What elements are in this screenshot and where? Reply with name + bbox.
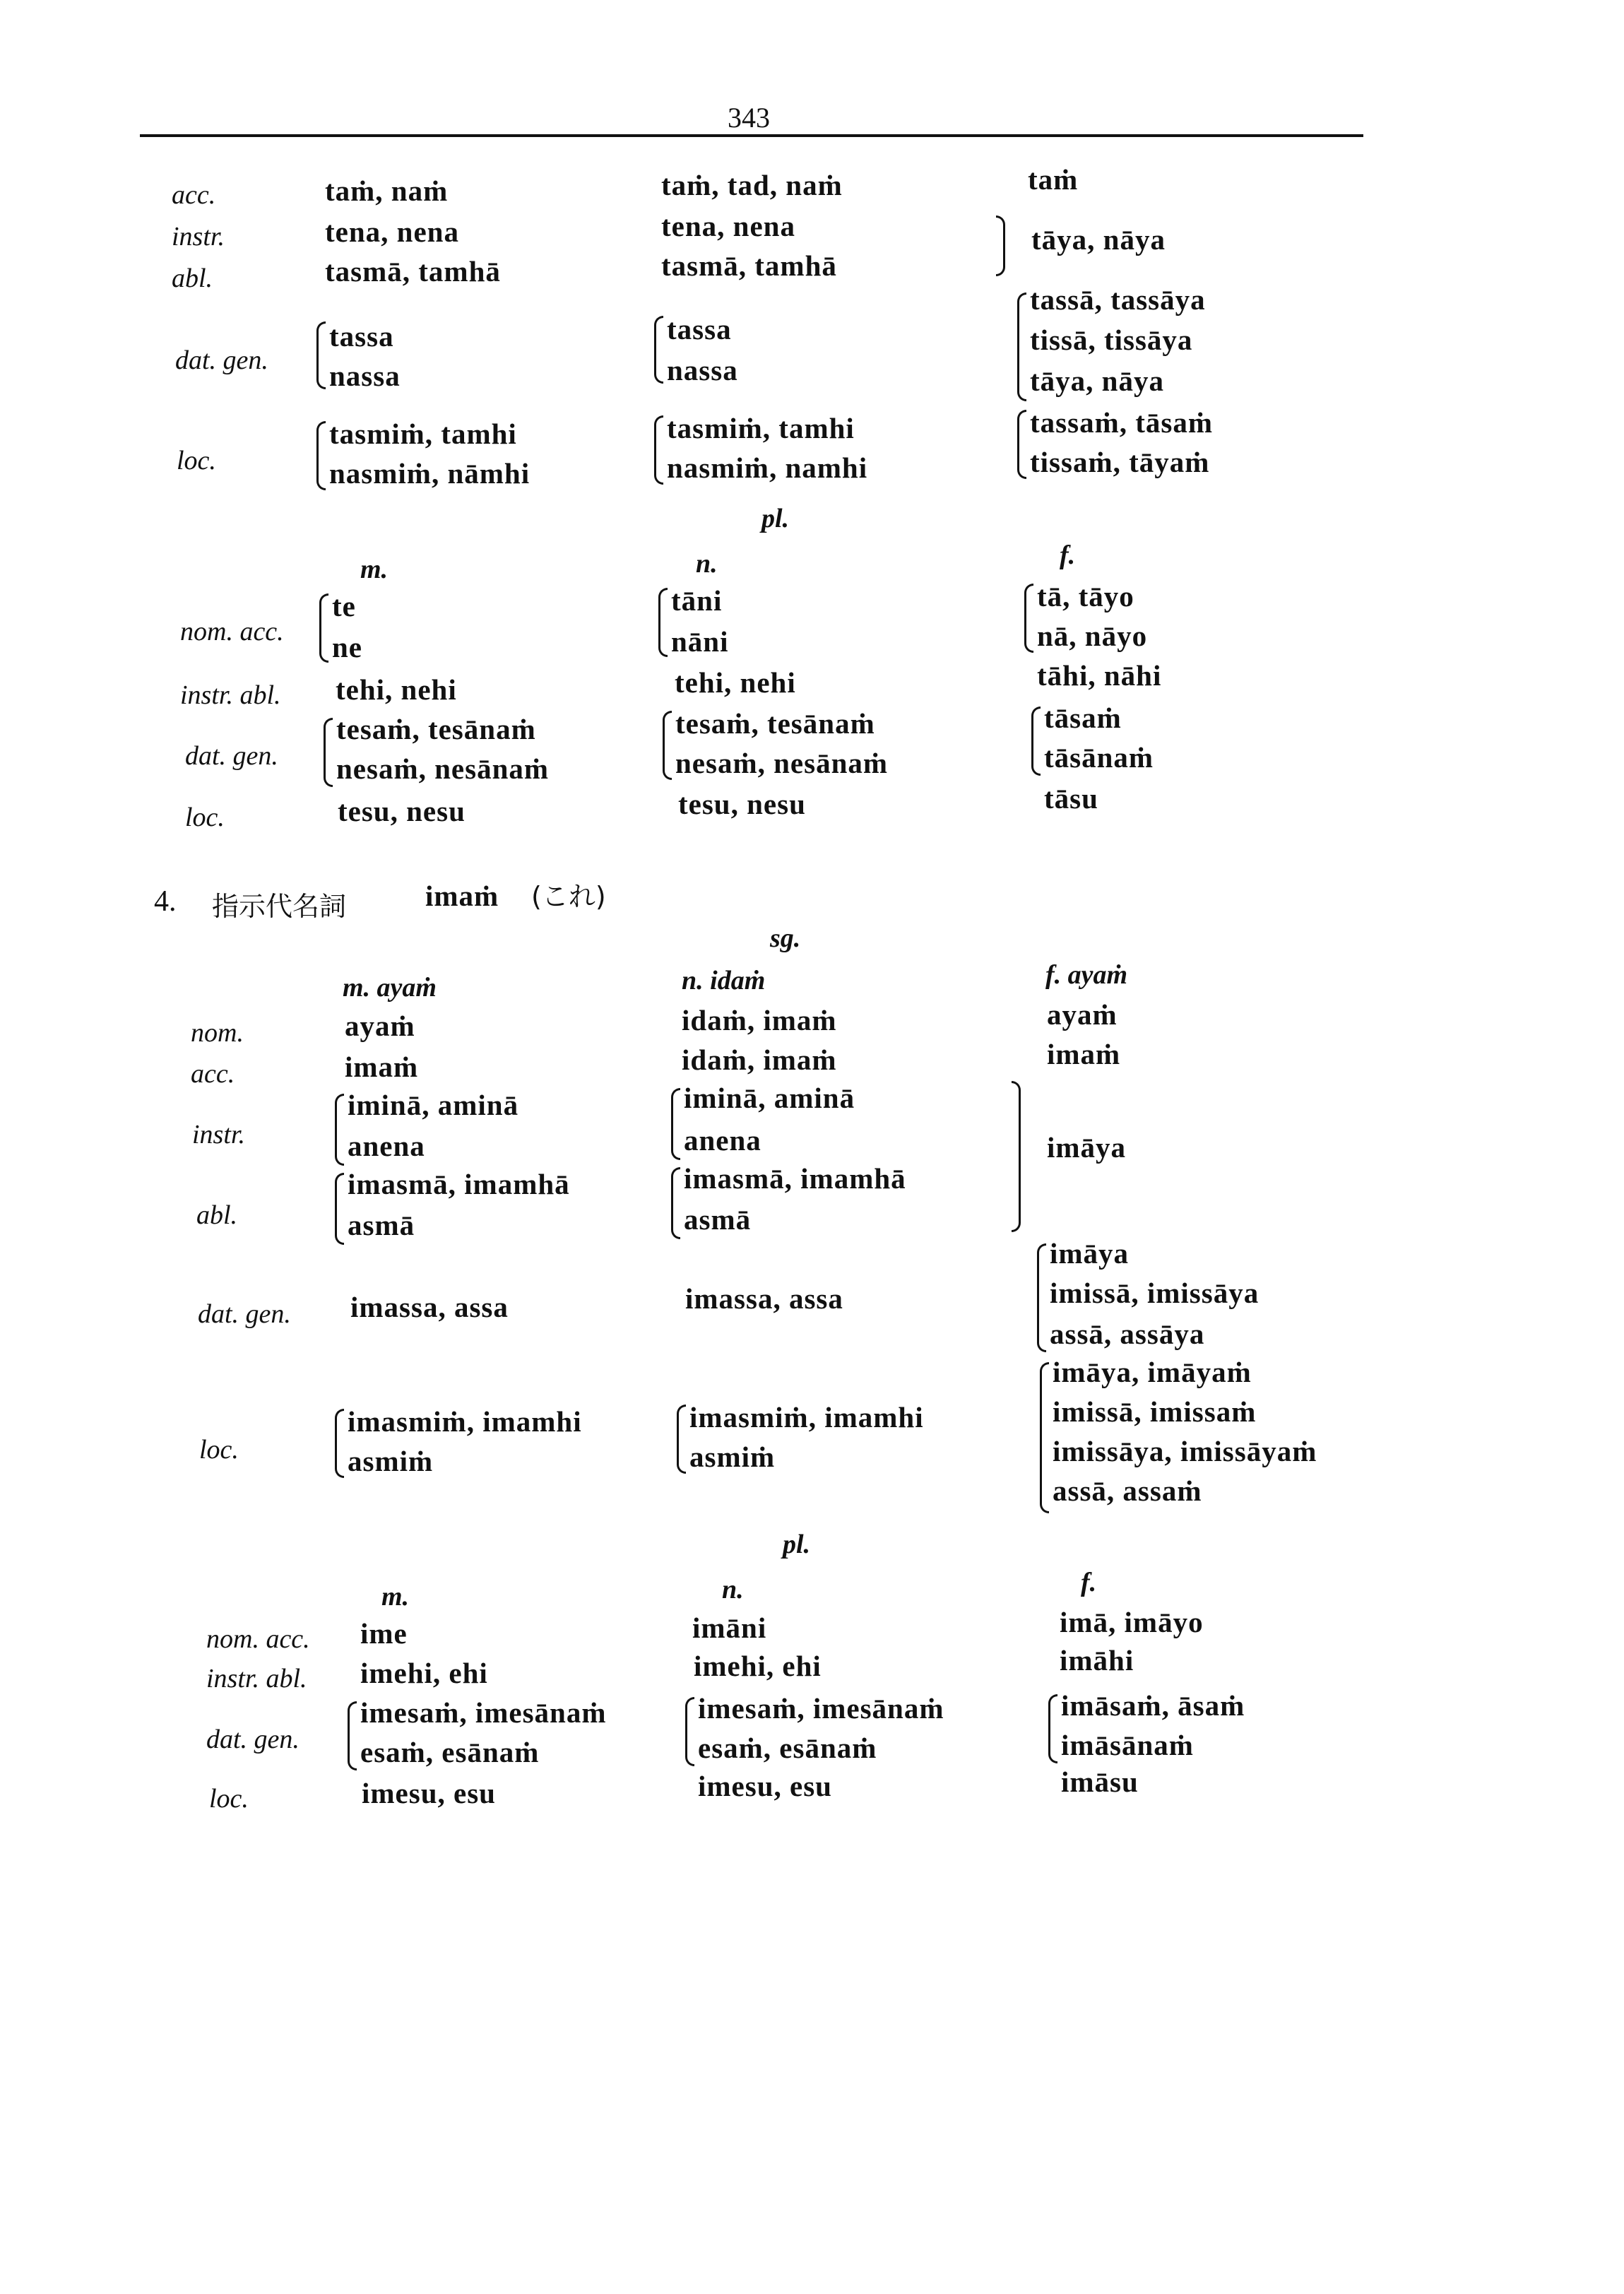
brace: [319, 593, 328, 663]
form-loc-n: asmiṁ: [689, 1441, 776, 1473]
form-abl-n: asmā: [684, 1203, 752, 1236]
form-datgen-f: imissā, imissāya: [1050, 1277, 1260, 1309]
brace: [1037, 1243, 1046, 1352]
brace: [671, 1088, 680, 1160]
form-instrabl-f: imāhi: [1060, 1644, 1134, 1677]
brace: [335, 1409, 344, 1478]
form-instr-abl-f: tāya, nāya: [1031, 223, 1166, 256]
form-datgen-m: tesaṁ, tesānaṁ: [336, 713, 536, 745]
form-loc-n: tasmiṁ, tamhi: [667, 412, 855, 444]
brace: [1012, 1081, 1021, 1232]
brace: [348, 1701, 357, 1770]
form-loc-n: imesu, esu: [698, 1770, 832, 1802]
form-datgen-n: imesaṁ, imesānaṁ: [698, 1692, 944, 1725]
form-loc-f: imissāya, imissāyaṁ: [1053, 1435, 1317, 1467]
form-instr-m: anena: [348, 1130, 425, 1162]
form-loc-m: imesu, esu: [362, 1777, 496, 1809]
case-label-instr: instr.: [172, 222, 225, 252]
form-nomacc-m: ime: [360, 1617, 408, 1650]
brace: [316, 421, 326, 490]
form-abl-n: imasmā, imamhā: [684, 1162, 906, 1195]
case-label-datgen: dat. gen.: [206, 1725, 300, 1754]
brace: [1017, 410, 1026, 479]
form-instr-n: iminā, aminā: [684, 1082, 855, 1114]
form-datgen-n: nesaṁ, nesānaṁ: [675, 747, 889, 779]
case-label-abl: abl.: [196, 1200, 238, 1230]
case-label-loc: loc.: [199, 1435, 239, 1465]
form-loc-n: imasmiṁ, imamhi: [689, 1401, 924, 1433]
brace: [335, 1094, 344, 1166]
form-abl-n: tasmā, tamhā: [661, 249, 837, 282]
brace: [658, 588, 668, 657]
brace: [316, 321, 326, 389]
gender-heading-f: f. ayaṁ: [1045, 960, 1128, 990]
form-loc-m: tesu, nesu: [338, 795, 466, 827]
form-loc-f: tāsu: [1044, 782, 1098, 815]
form-instr-n: tena, nena: [661, 210, 795, 242]
case-label-datgen: dat. gen.: [198, 1299, 291, 1329]
form-nomacc-f: imā, imāyo: [1060, 1606, 1204, 1638]
form-acc-n: idaṁ, imaṁ: [682, 1043, 837, 1076]
form-loc-f: tissaṁ, tāyaṁ: [1030, 446, 1210, 478]
form-loc-n: tesu, nesu: [678, 788, 806, 820]
section-number: 4.: [154, 885, 177, 918]
form-instrabl-n: imehi, ehi: [694, 1650, 822, 1682]
gender-heading-f: f.: [1060, 540, 1076, 570]
form-datgen-m: imesaṁ, imesānaṁ: [360, 1696, 607, 1729]
case-label-abl: abl.: [172, 264, 213, 293]
form-instrabl-m: tehi, nehi: [336, 673, 457, 706]
form-nomacc-m: te: [332, 590, 356, 622]
form-nomacc-f: nā, nāyo: [1037, 620, 1148, 652]
form-datgen-m: tassa: [329, 320, 394, 353]
form-nom-n: idaṁ, imaṁ: [682, 1004, 837, 1036]
form-instrabl-f: tāhi, nāhi: [1037, 659, 1162, 692]
form-loc-n: nasmiṁ, namhi: [667, 451, 868, 484]
case-label-datgen: dat. gen.: [185, 741, 278, 771]
section-gloss: (これ): [531, 881, 606, 912]
case-label-loc: loc.: [209, 1784, 249, 1814]
form-acc-n: taṁ, tad, naṁ: [661, 169, 843, 201]
brace: [685, 1697, 694, 1766]
case-label-acc: acc.: [191, 1059, 235, 1089]
form-datgen-f: tāsānaṁ: [1044, 741, 1154, 774]
form-acc-m: imaṁ: [345, 1051, 419, 1083]
brace: [1031, 706, 1041, 776]
brace: [663, 711, 672, 780]
gender-heading-m: m.: [360, 555, 389, 584]
form-abl-m: tasmā, tamhā: [325, 255, 501, 288]
brace: [324, 718, 333, 787]
form-instrabl-m: imehi, ehi: [360, 1657, 488, 1689]
number-heading-sg: sg.: [770, 923, 801, 953]
form-datgen-f: imāsaṁ, āsaṁ: [1061, 1689, 1245, 1722]
number-heading-pl: pl.: [761, 504, 790, 533]
form-loc-m: asmiṁ: [348, 1445, 434, 1477]
form-nomacc-f: tā, tāyo: [1037, 580, 1134, 613]
form-loc-f: tassaṁ, tāsaṁ: [1030, 406, 1213, 439]
form-loc-f: imāsu: [1061, 1766, 1139, 1798]
case-label-instr: instr.: [192, 1120, 245, 1149]
form-loc-f: imissā, imissaṁ: [1053, 1395, 1257, 1428]
form-nomacc-m: ne: [332, 631, 362, 663]
case-label-nomacc: nom. acc.: [180, 617, 284, 646]
case-label-instrabl: instr. abl.: [206, 1664, 307, 1693]
form-nom-m: ayaṁ: [345, 1010, 415, 1042]
form-acc-m: taṁ, naṁ: [325, 175, 449, 207]
case-label-acc: acc.: [172, 180, 216, 210]
form-loc-m: tasmiṁ, tamhi: [329, 418, 517, 450]
gender-heading-n: n.: [722, 1575, 744, 1604]
form-datgen-m: imassa, assa: [350, 1291, 509, 1323]
gender-heading-m: m. ayaṁ: [343, 973, 437, 1003]
section-word: imaṁ: [425, 880, 499, 912]
form-datgen-n: esaṁ, esānaṁ: [698, 1732, 877, 1764]
brace: [1040, 1362, 1049, 1513]
form-loc-m: imasmiṁ, imamhi: [348, 1405, 582, 1438]
case-label-nom: nom.: [191, 1018, 244, 1048]
form-nom-f: ayaṁ: [1047, 998, 1118, 1031]
header-rule: [140, 134, 1363, 137]
form-datgen-m: nassa: [329, 360, 401, 392]
brace: [654, 316, 663, 384]
form-nomacc-n: imāni: [692, 1612, 767, 1644]
form-datgen-f: tissā, tissāya: [1030, 324, 1193, 356]
form-nomacc-n: nāni: [671, 625, 729, 658]
gender-heading-f: f.: [1081, 1568, 1097, 1597]
brace: [1017, 292, 1026, 401]
brace: [654, 415, 663, 485]
form-loc-f: imāya, imāyaṁ: [1053, 1356, 1252, 1388]
case-label-loc: loc.: [177, 446, 216, 475]
section-title: 指示代名詞: [212, 891, 347, 922]
form-datgen-f: tassā, tassāya: [1030, 283, 1206, 316]
gender-heading-n: n. idaṁ: [682, 966, 766, 995]
number-heading-pl: pl.: [783, 1530, 811, 1559]
form-datgen-m: nesaṁ, nesānaṁ: [336, 752, 550, 785]
form-datgen-n: tesaṁ, tesānaṁ: [675, 707, 875, 740]
form-acc-f: taṁ: [1028, 163, 1079, 196]
form-nomacc-n: tāni: [671, 584, 723, 617]
brace: [671, 1167, 680, 1239]
form-instrabl-n: tehi, nehi: [675, 666, 796, 699]
brace: [1024, 584, 1033, 653]
form-datgen-n: tassa: [667, 313, 732, 345]
form-loc-f: assā, assaṁ: [1053, 1474, 1202, 1507]
form-loc-m: nasmiṁ, nāmhi: [329, 457, 531, 490]
form-acc-f: imaṁ: [1047, 1038, 1121, 1070]
form-datgen-n: imassa, assa: [685, 1282, 843, 1315]
page-number: 343: [728, 102, 770, 134]
form-instr-abl-f: imāya: [1047, 1131, 1127, 1164]
form-datgen-m: esaṁ, esānaṁ: [360, 1736, 540, 1768]
gender-heading-m: m.: [381, 1582, 410, 1612]
form-datgen-f: imāsānaṁ: [1061, 1729, 1194, 1761]
form-datgen-f: assā, assāya: [1050, 1318, 1205, 1350]
form-instr-m: iminā, aminā: [348, 1089, 519, 1121]
brace: [1048, 1694, 1057, 1763]
brace: [996, 215, 1005, 276]
form-datgen-f: imāya: [1050, 1237, 1130, 1270]
form-datgen-n: nassa: [667, 354, 738, 386]
case-label-nomacc: nom. acc.: [206, 1624, 310, 1654]
case-label-loc: loc.: [185, 803, 225, 832]
form-abl-m: asmā: [348, 1209, 415, 1241]
form-instr-m: tena, nena: [325, 215, 459, 248]
brace: [677, 1405, 686, 1474]
form-datgen-f: tāsaṁ: [1044, 702, 1122, 734]
form-instr-n: anena: [684, 1124, 761, 1157]
case-label-datgen: dat. gen.: [175, 345, 268, 375]
brace: [335, 1173, 344, 1245]
gender-heading-n: n.: [696, 549, 718, 579]
form-abl-m: imasmā, imamhā: [348, 1168, 570, 1200]
case-label-instrabl: instr. abl.: [180, 680, 281, 710]
form-datgen-f: tāya, nāya: [1030, 365, 1164, 397]
